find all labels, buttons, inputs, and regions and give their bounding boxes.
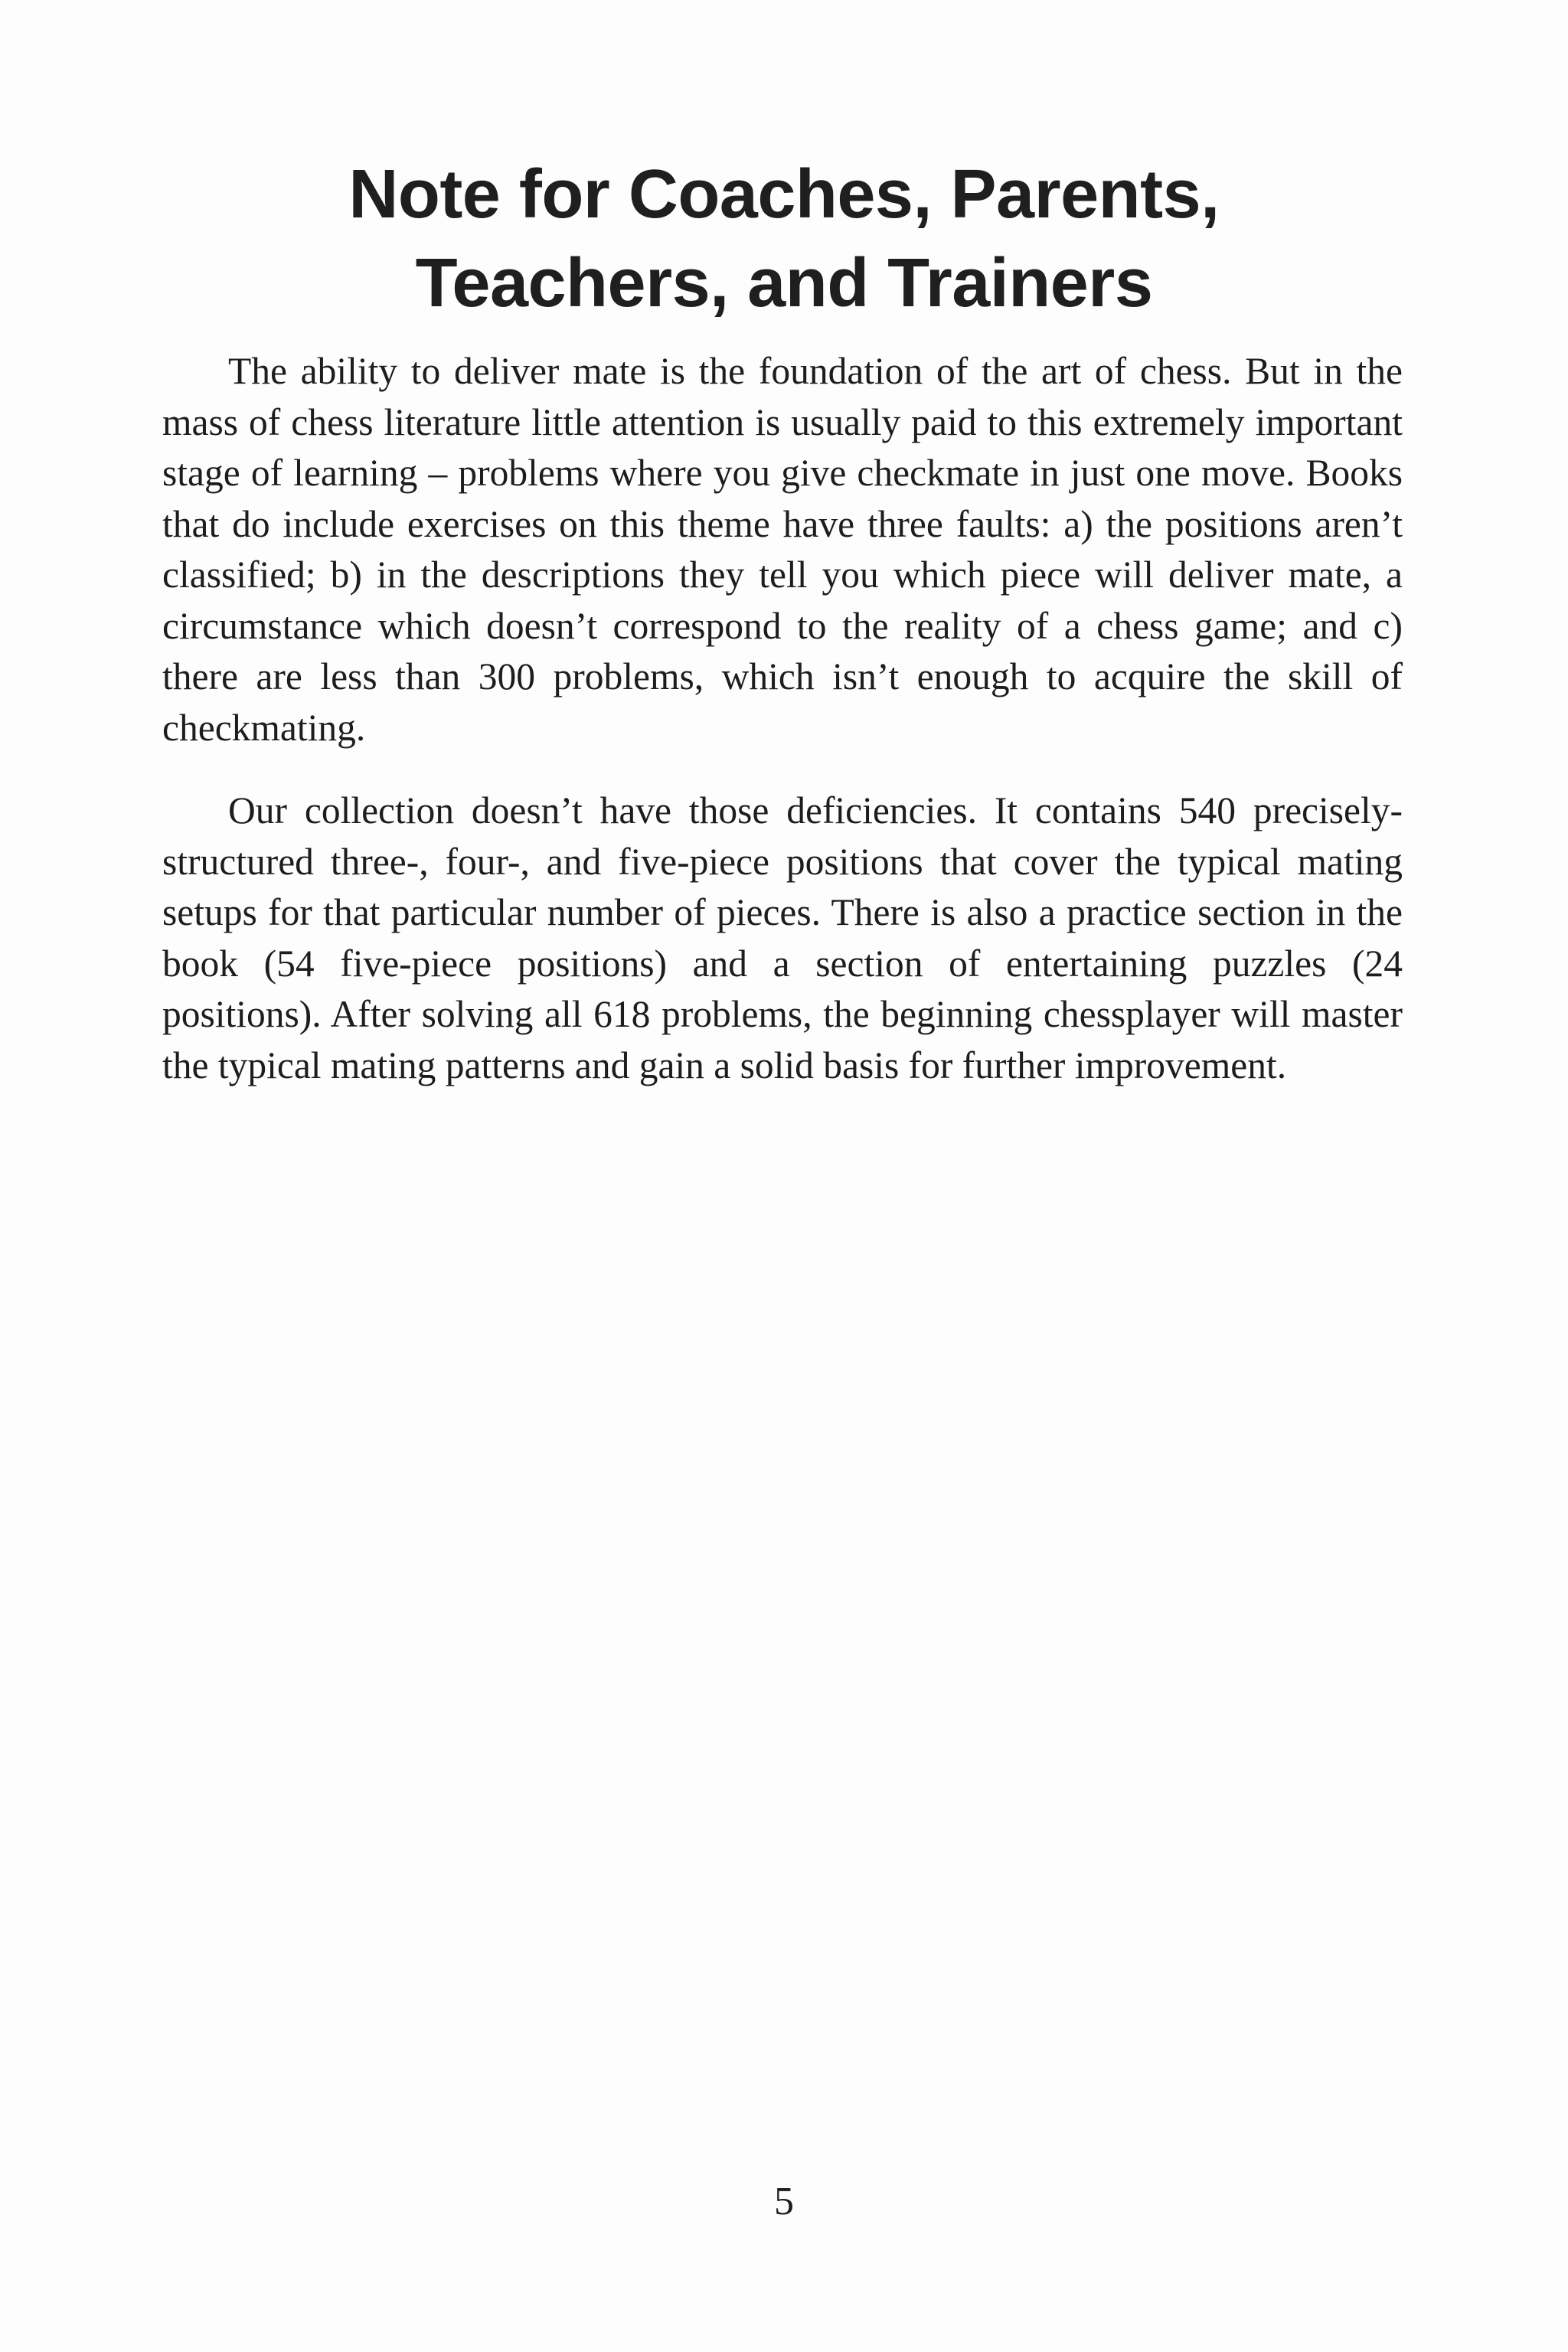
body-text <box>162 346 1403 1123</box>
paragraph-1: The ability to deliver mate is the foundation of the art of chess. But in the mass of chess literature little attention is usually paid to this extremely important stage of learning – problems where you give checkmate in just one move. Books that do include exercises on this theme have three faults: a) the positions aren’t classified; b) in the descriptions they tell you which piece will deliver mate, a circumstance which doesn’t correspond to the reality of a chess game; and c) there are less than 300 problems, which isn’t enough to acquire the skill of checkmating. <box>162 350 1403 749</box>
page-number: 5 <box>774 2180 794 2223</box>
paragraph-2: Our collection doesn’t have those deficiencies. It contains 540 precisely-structured three-, four-, and five-piece positions that cover the typical mating setups for that particular number of pieces. There is also a practice section in the book (54 five-piece positions) and a section of entertaining puzzles (24 positions). After solving all 618 problems, the beginning chessplayer will master the typical mating patterns and gain a solid basis for further improvement. <box>162 789 1403 1086</box>
page-title-line-2: Teachers, and Trainers <box>415 245 1153 322</box>
page-title-line-1: Note for Coaches, Parents, <box>348 156 1220 233</box>
page-title <box>138 150 1430 328</box>
